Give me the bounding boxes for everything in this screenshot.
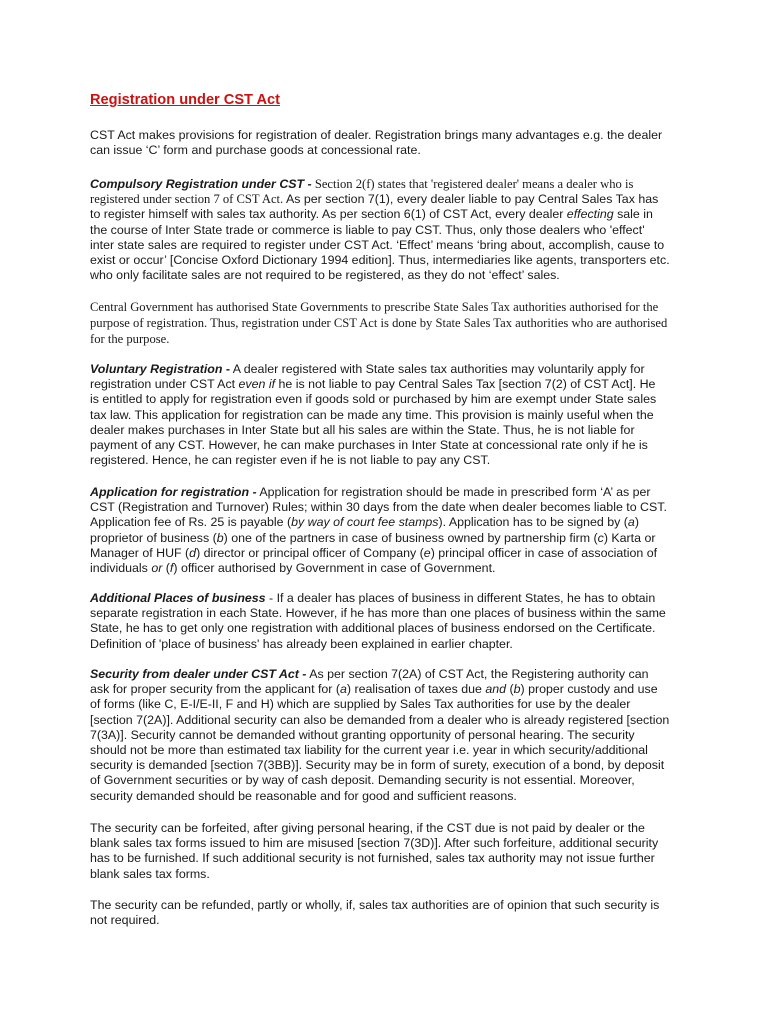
paragraph-line <box>90 192 690 207</box>
paragraph-text: - If a dealer has places of business in different States, he has to obtain <box>265 591 656 605</box>
paragraph-line <box>90 591 690 606</box>
paragraph-line: payment of any CST. However, he can make purchases in Inter State at concessional rate only if he is <box>90 437 648 452</box>
paragraph-line <box>90 207 690 222</box>
paragraph-line: should not be more than estimated tax liability for the current year i.e. year in which security/additional <box>90 742 648 757</box>
paragraph-line: separate registration in each State. However, if he has more than one places of business within the same <box>90 606 666 621</box>
paragraph-text: As per section 7(1), every dealer liable to pay Central Sales Tax has <box>283 192 659 207</box>
paragraph-text: ) realisation of taxes due <box>346 682 486 697</box>
emphasis-text: effecting <box>566 207 614 222</box>
paragraph-line: who only facilitate sales are not required to be registered, as they do not ‘effect’ sales. <box>90 268 560 283</box>
paragraph-text: ). Application has to be signed by ( <box>438 515 628 530</box>
intro-paragraph <box>90 128 690 158</box>
emphasis-text: and <box>485 682 507 697</box>
emphasis-text: even if <box>238 377 276 392</box>
paragraph-line <box>90 531 690 546</box>
paragraph-line: is entitled to apply for registration even if goods sold or purchased by him are exempt under State sales <box>90 392 657 407</box>
emphasis-text: e <box>423 545 431 560</box>
paragraph-line <box>90 362 690 377</box>
paragraph-text: ( <box>506 682 514 697</box>
paragraph-line: blank sales tax forms issued to him are misused [section 7(3D)]. After such forfeiture, additional security <box>90 836 659 851</box>
emphasis-text: a <box>627 515 635 530</box>
emphasis-text: b <box>513 682 521 697</box>
section-heading: Additional Places of business <box>90 591 266 605</box>
paragraph-line: purpose of registration. Thus, registration under CST Act is done by State Sales Tax authorities who are authorised <box>90 315 668 330</box>
paragraph-text: Application for registration should be made in prescribed form ‘A’ as per <box>256 485 651 499</box>
paragraph-line <box>90 377 690 392</box>
paragraph-text: sale in <box>613 207 653 222</box>
emphasis-text: c <box>597 530 604 545</box>
paragraph-line: for the purpose. <box>90 331 170 346</box>
paragraph-line: of forms (like C, E-I/E-II, F and H) which are supplied by Sales Tax authorities for use by the dealer <box>90 697 631 712</box>
paragraph-text: ) proper custody and use <box>520 682 658 697</box>
paragraph-line: can issue ‘C’ form and purchase goods at concessional rate. <box>90 143 421 158</box>
paragraph-text: proprietor of business ( <box>90 530 217 545</box>
forfeiture-paragraph <box>90 821 690 882</box>
paragraph-line <box>90 177 690 192</box>
emphasis-text: a <box>339 682 347 697</box>
paragraph-line: security demanded should be reasonable and for good and sufficient reasons. <box>90 788 517 803</box>
paragraph-line: State, he has to get only one registration with additional places of business endorsed on the Certificate. <box>90 621 656 636</box>
section-heading: Application for registration - <box>90 485 257 499</box>
paragraph-line: [section 7(2A)]. Additional security can also be demanded from a dealer who is already registered [section <box>90 712 670 727</box>
paragraph-line: 7(3A)]. Security cannot be demanded without granting opportunity of personal hearing. The security <box>90 727 635 742</box>
paragraph-text: Section 2(f) states that 'registered dealer' means a dealer who is <box>311 177 634 191</box>
emphasis-text: or <box>151 560 163 575</box>
refund-paragraph <box>90 898 690 928</box>
paragraph-text: to register himself with sales tax authority. As per section 6(1) of CST Act, every dealer <box>90 207 567 222</box>
paragraph-text: ) director or principal officer of Company ( <box>196 545 424 560</box>
emphasis-text: d <box>189 545 197 560</box>
paragraph-line: The security can be forfeited, after giving personal hearing, if the CST due is not paid by dealer or the <box>90 821 645 835</box>
paragraph-text: ) one of the partners in case of business owned by partnership firm ( <box>223 530 598 545</box>
paragraph-line: has to be furnished. If such additional security is not furnished, sales tax authority may not issue further <box>90 851 655 866</box>
paragraph-line <box>90 485 690 500</box>
paragraph-line: blank sales tax forms. <box>90 866 210 881</box>
paragraph-text: registration under CST Act <box>90 377 239 392</box>
paragraph-line: tax law. This application for registration can be made any time. This provision is mainly useful when the <box>90 407 654 422</box>
paragraph-line <box>90 561 690 576</box>
paragraph-line: CST Act makes provisions for registration of dealer. Registration brings many advantages e.g. the dealer <box>90 128 663 142</box>
paragraph-line <box>90 682 690 697</box>
paragraph-line <box>90 546 690 561</box>
paragraph-line: the course of Inter State trade or commerce is liable to pay CST. Thus, only those dealers who 'effect' <box>90 222 645 237</box>
paragraph-text: ) officer authorised by Government in case of Government. <box>173 560 496 575</box>
paragraph-line: registered. Hence, he can register even if he is not liable to pay any CST. <box>90 453 491 468</box>
paragraph-line: of Government securities or by way of cash deposit. Demanding security is not essential. Moreover, <box>90 773 635 788</box>
additional-places-paragraph <box>90 591 690 652</box>
voluntary-registration-paragraph <box>90 362 690 468</box>
paragraph-line: exist or occur’ [Concise Oxford Dictionary 1994 edition]. Thus, intermediaries like agents, transporters etc. <box>90 252 670 267</box>
paragraph-text: As per section 7(2A) of CST Act, the Registering authority can <box>306 667 649 681</box>
paragraph-line: Central Government has authorised State Governments to prescribe State Sales Tax authorities authorised for the <box>90 300 659 314</box>
section-heading: Security from dealer under CST Act - <box>90 667 307 681</box>
paragraph-line: Definition of 'place of business' has already been explained in earlier chapter. <box>90 636 513 651</box>
compulsory-registration-paragraph <box>90 177 690 283</box>
paragraph-text: Manager of HUF ( <box>90 545 190 560</box>
paragraph-text: Application fee of Rs. 25 is payable ( <box>90 515 292 530</box>
paragraph-text: ) principal officer in case of association of <box>430 545 658 560</box>
paragraph-text: ask for proper security from the applicant for ( <box>90 682 340 697</box>
application-paragraph <box>90 485 690 576</box>
paragraph-line: The security can be refunded, partly or wholly, if, sales tax authorities are of opinion that such security is <box>90 898 660 912</box>
page-title: Registration under CST Act <box>90 92 281 108</box>
section-heading: Voluntary Registration - <box>90 362 230 376</box>
paragraph-text: individuals <box>90 560 152 575</box>
emphasis-text: b <box>216 530 224 545</box>
paragraph-line: dealer makes purchases in Inter State but all his sales are within the State. Thus, he is not liable for <box>90 422 635 437</box>
paragraph-text: ) <box>634 515 639 530</box>
state-government-paragraph <box>90 300 690 347</box>
paragraph-line: CST (Registration and Turnover) Rules; within 30 days from the date when dealer becomes liable to CST. <box>90 500 667 515</box>
paragraph-line: security is demanded [section 7(3BB)]. Security may be in form of surety, execution of a bond, by deposit <box>90 758 665 773</box>
paragraph-text: registered under section 7 of CST Act. <box>90 192 284 207</box>
paragraph-line <box>90 515 690 530</box>
emphasis-text: f <box>169 560 174 575</box>
paragraph-text: A dealer registered with State sales tax authorities may voluntarily apply for <box>229 362 645 376</box>
paragraph-text: ( <box>162 560 170 575</box>
paragraph-line: inter state sales are required to register under CST Act. ‘Effect’ means ‘bring about, accomplish, cause to <box>90 237 665 252</box>
emphasis-text: by way of court fee stamps <box>291 515 439 530</box>
paragraph-text: he is not liable to pay Central Sales Tax [section 7(2) of CST Act]. He <box>275 377 656 392</box>
paragraph-text: ) Karta or <box>603 530 656 545</box>
section-heading: Compulsory Registration under CST - <box>90 177 312 191</box>
paragraph-line: not required. <box>90 913 160 928</box>
security-paragraph <box>90 667 690 804</box>
paragraph-line <box>90 667 690 682</box>
